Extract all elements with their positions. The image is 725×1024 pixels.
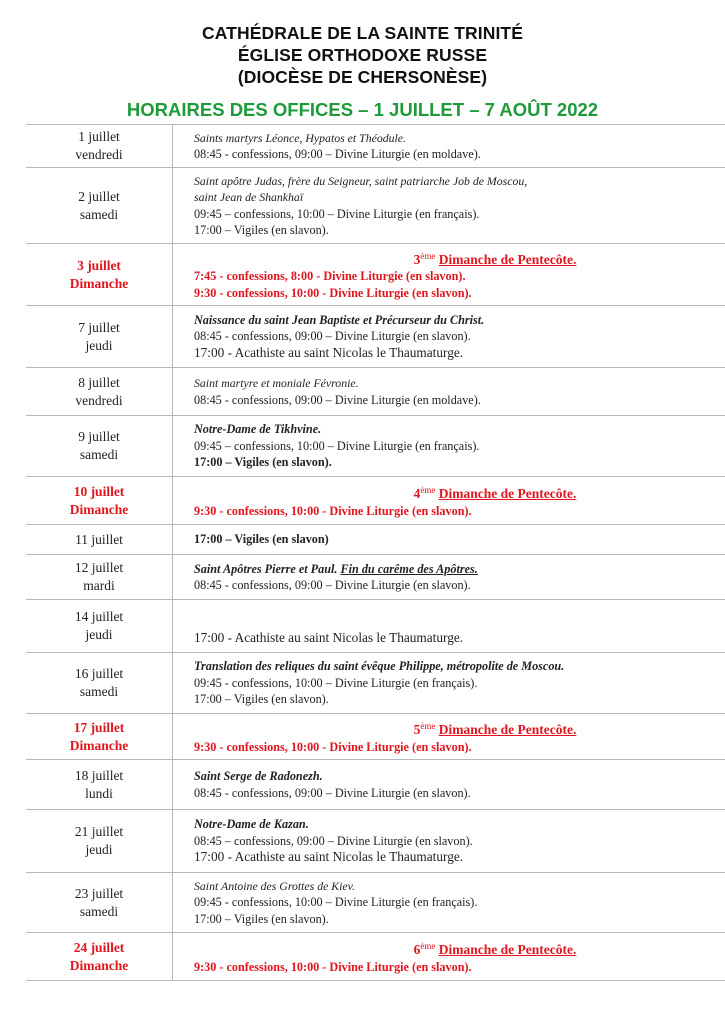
table-row bbox=[26, 416, 725, 477]
date-day: 11 juillet bbox=[75, 531, 123, 547]
service-cell bbox=[173, 873, 725, 933]
service-line: 17:00 – Vigiles (en slavon). bbox=[194, 911, 329, 926]
date-cell bbox=[26, 873, 173, 933]
service-cell bbox=[173, 600, 725, 653]
service-line: 9:30 - confessions, 10:00 - Divine Liturgie (en slavon). bbox=[194, 959, 472, 974]
feast-name: Saint Apôtres Pierre et Paul. bbox=[194, 561, 338, 576]
service-line: 9:30 - confessions, 10:00 - Divine Liturgie (en slavon). bbox=[194, 739, 472, 754]
service-line: 08:45 - confessions, 09:00 – Divine Liturgie (en moldave). bbox=[194, 392, 481, 407]
date-day: 17 juillet bbox=[73, 719, 125, 735]
date-day: 23 juillet bbox=[74, 885, 124, 901]
date-day: 16 juillet bbox=[74, 666, 124, 681]
date-weekday: samedi bbox=[79, 684, 119, 699]
sunday-title bbox=[194, 938, 725, 959]
service-line: 09:45 - confessions, 10:00 – Divine Liturgie (en français). bbox=[194, 895, 478, 910]
document-header bbox=[0, 22, 725, 88]
service-cell bbox=[173, 555, 725, 600]
feast-title: Translation des reliques du saint évêque Philippe, métropolite de Moscou. bbox=[194, 659, 565, 674]
header-line-1: CATHÉDRALE DE LA SAINTE TRINITÉ bbox=[201, 23, 523, 43]
sunday-title bbox=[194, 248, 725, 269]
service-line: 08:45 – confessions, 09:00 – Divine Liturgie (en slavon). bbox=[194, 833, 473, 848]
date-cell bbox=[26, 600, 173, 653]
service-cell bbox=[173, 168, 725, 244]
table-row bbox=[26, 525, 725, 555]
service-cell bbox=[173, 653, 725, 714]
service-line: 17:00 - Acathiste au saint Nicolas le Thaumaturge. bbox=[194, 849, 464, 865]
schedule-table bbox=[26, 124, 725, 981]
sunday-title bbox=[194, 482, 725, 503]
table-row bbox=[26, 477, 725, 525]
date-day: 7 juillet bbox=[78, 319, 120, 335]
sunday-ordinal-suffix: ème bbox=[420, 485, 436, 495]
sunday-name: Dimanche de Pentecôte. bbox=[438, 486, 577, 501]
feast-title bbox=[194, 561, 725, 578]
service-cell bbox=[173, 933, 725, 981]
sunday-title bbox=[194, 718, 725, 739]
table-row bbox=[26, 810, 725, 873]
service-cell bbox=[173, 244, 725, 306]
table-row bbox=[26, 125, 725, 168]
service-cell bbox=[173, 714, 725, 760]
date-day: 1 juillet bbox=[78, 129, 120, 144]
date-cell bbox=[26, 168, 173, 244]
sunday-ordinal: 5 bbox=[413, 722, 421, 737]
service-line: 9:30 - confessions, 10:00 - Divine Liturgie (en slavon). bbox=[194, 285, 472, 300]
service-line: 17:00 - Acathiste au saint Nicolas le Thaumaturge. bbox=[194, 629, 464, 645]
service-line: 08:45 - confessions, 09:00 – Divine Liturgie (en slavon). bbox=[194, 578, 471, 592]
service-line: 9:30 - confessions, 10:00 - Divine Liturgie (en slavon). bbox=[194, 503, 472, 518]
sunday-name: Dimanche de Pentecôte. bbox=[438, 251, 577, 267]
date-weekday: samedi bbox=[79, 206, 119, 222]
table-row bbox=[26, 714, 725, 760]
service-line: 09:45 – confessions, 10:00 – Divine Liturgie (en français). bbox=[194, 206, 480, 221]
sunday-ordinal-suffix: ème bbox=[420, 721, 436, 731]
table-row bbox=[26, 244, 725, 306]
service-cell bbox=[173, 368, 725, 416]
date-weekday: jeudi bbox=[85, 627, 113, 642]
service-line: 09:45 - confessions, 10:00 – Divine Liturgie (en français). bbox=[194, 675, 478, 690]
date-day: 21 juillet bbox=[74, 824, 124, 839]
table-row bbox=[26, 306, 725, 368]
service-line: 17:00 – Vigiles (en slavon). bbox=[194, 455, 332, 470]
header-line-3: (DIOCÈSE DE CHERSONÈSE) bbox=[237, 67, 488, 87]
service-line: 17:00 - Acathiste au saint Nicolas le Thaumaturge. bbox=[194, 344, 464, 360]
service-line: 17:00 – Vigiles (en slavon) bbox=[194, 532, 329, 547]
date-cell bbox=[26, 555, 173, 600]
date-cell bbox=[26, 525, 173, 555]
date-weekday: lundi bbox=[85, 785, 113, 801]
service-cell bbox=[173, 125, 725, 168]
date-day: 3 juillet bbox=[77, 257, 121, 273]
service-line: 08:45 - confessions, 09:00 – Divine Liturgie (en moldave). bbox=[194, 147, 481, 161]
table-row bbox=[26, 933, 725, 981]
service-cell bbox=[173, 477, 725, 525]
date-weekday: vendredi bbox=[75, 392, 123, 408]
service-line: 7:45 - confessions, 8:00 - Divine Liturgie (en slavon). bbox=[194, 269, 466, 284]
feast-title: Saint apôtre Judas, frère du Seigneur, saint patriarche Job de Moscou, bbox=[194, 173, 528, 188]
date-day: 8 juillet bbox=[78, 374, 120, 390]
feast-title-cont: saint Jean de Shankhaï bbox=[194, 190, 304, 204]
date-cell bbox=[26, 306, 173, 368]
feast-title: Naissance du saint Jean Baptiste et Précurseur du Christ. bbox=[194, 312, 485, 327]
table-row bbox=[26, 368, 725, 416]
feast-title: Notre-Dame de Tikhvine. bbox=[194, 422, 322, 437]
date-weekday: vendredi bbox=[75, 147, 123, 162]
date-weekday: jeudi bbox=[85, 842, 113, 857]
date-day: 24 juillet bbox=[73, 939, 125, 955]
date-day: 12 juillet bbox=[74, 560, 124, 575]
service-cell bbox=[173, 810, 725, 873]
date-cell bbox=[26, 714, 173, 760]
table-row bbox=[26, 168, 725, 244]
date-cell bbox=[26, 653, 173, 714]
service-cell bbox=[173, 306, 725, 368]
service-line: 17:00 – Vigiles (en slavon). bbox=[194, 692, 329, 707]
date-cell bbox=[26, 368, 173, 416]
service-cell bbox=[173, 525, 725, 555]
feast-title: Saint martyre et moniale Févronie. bbox=[194, 376, 359, 390]
table-row bbox=[26, 760, 725, 810]
sunday-ordinal: 3 bbox=[413, 251, 421, 267]
date-weekday: samedi bbox=[79, 447, 119, 462]
schedule-title: HORAIRES DES OFFICES – 1 JUILLET – 7 AOÛT 2022 bbox=[126, 99, 599, 120]
service-cell bbox=[173, 416, 725, 477]
feast-title: Saint Antoine des Grottes de Kiev. bbox=[194, 878, 355, 893]
date-weekday: mardi bbox=[83, 578, 115, 593]
date-day: 14 juillet bbox=[74, 609, 124, 624]
date-weekday: jeudi bbox=[85, 337, 113, 353]
date-cell bbox=[26, 244, 173, 306]
feast-title: Notre-Dame de Kazan. bbox=[194, 817, 309, 832]
table-row bbox=[26, 555, 725, 600]
sunday-ordinal: 4 bbox=[413, 486, 421, 501]
date-day: 9 juillet bbox=[78, 429, 120, 444]
table-row bbox=[26, 600, 725, 653]
date-cell bbox=[26, 477, 173, 525]
date-cell bbox=[26, 416, 173, 477]
date-weekday: samedi bbox=[79, 903, 119, 919]
date-weekday: Dimanche bbox=[69, 737, 129, 753]
table-row bbox=[26, 873, 725, 933]
header-line-2: ÉGLISE ORTHODOXE RUSSE bbox=[237, 45, 488, 65]
sunday-ordinal-suffix: ème bbox=[420, 941, 436, 951]
date-day: 2 juillet bbox=[78, 188, 120, 204]
date-weekday: Dimanche bbox=[69, 957, 129, 973]
date-cell bbox=[26, 810, 173, 873]
date-day: 10 juillet bbox=[73, 483, 125, 499]
date-day: 18 juillet bbox=[74, 767, 124, 783]
date-cell bbox=[26, 933, 173, 981]
service-cell bbox=[173, 760, 725, 810]
table-row bbox=[26, 653, 725, 714]
service-line: 08:45 - confessions, 09:00 – Divine Liturgie (en slavon). bbox=[194, 785, 471, 800]
service-line: 17:00 – Vigiles (en slavon). bbox=[194, 223, 329, 237]
service-line: 09:45 – confessions, 10:00 – Divine Liturgie (en français). bbox=[194, 438, 480, 453]
feast-title: Saints martyrs Léonce, Hypatos et Théodule. bbox=[194, 130, 406, 145]
sunday-name: Dimanche de Pentecôte. bbox=[438, 722, 577, 737]
feast-title: Saint Serge de Radonezh. bbox=[194, 769, 323, 783]
date-cell bbox=[26, 760, 173, 810]
sunday-ordinal-suffix: ème bbox=[420, 250, 436, 261]
sunday-ordinal: 6 bbox=[413, 942, 421, 957]
date-weekday: Dimanche bbox=[69, 275, 129, 291]
feast-note: Fin du carême des Apôtres. bbox=[340, 561, 478, 576]
sunday-name: Dimanche de Pentecôte. bbox=[438, 942, 577, 957]
date-cell bbox=[26, 125, 173, 168]
date-weekday: Dimanche bbox=[69, 501, 129, 517]
service-line: 08:45 - confessions, 09:00 – Divine Liturgie (en slavon). bbox=[194, 329, 471, 344]
